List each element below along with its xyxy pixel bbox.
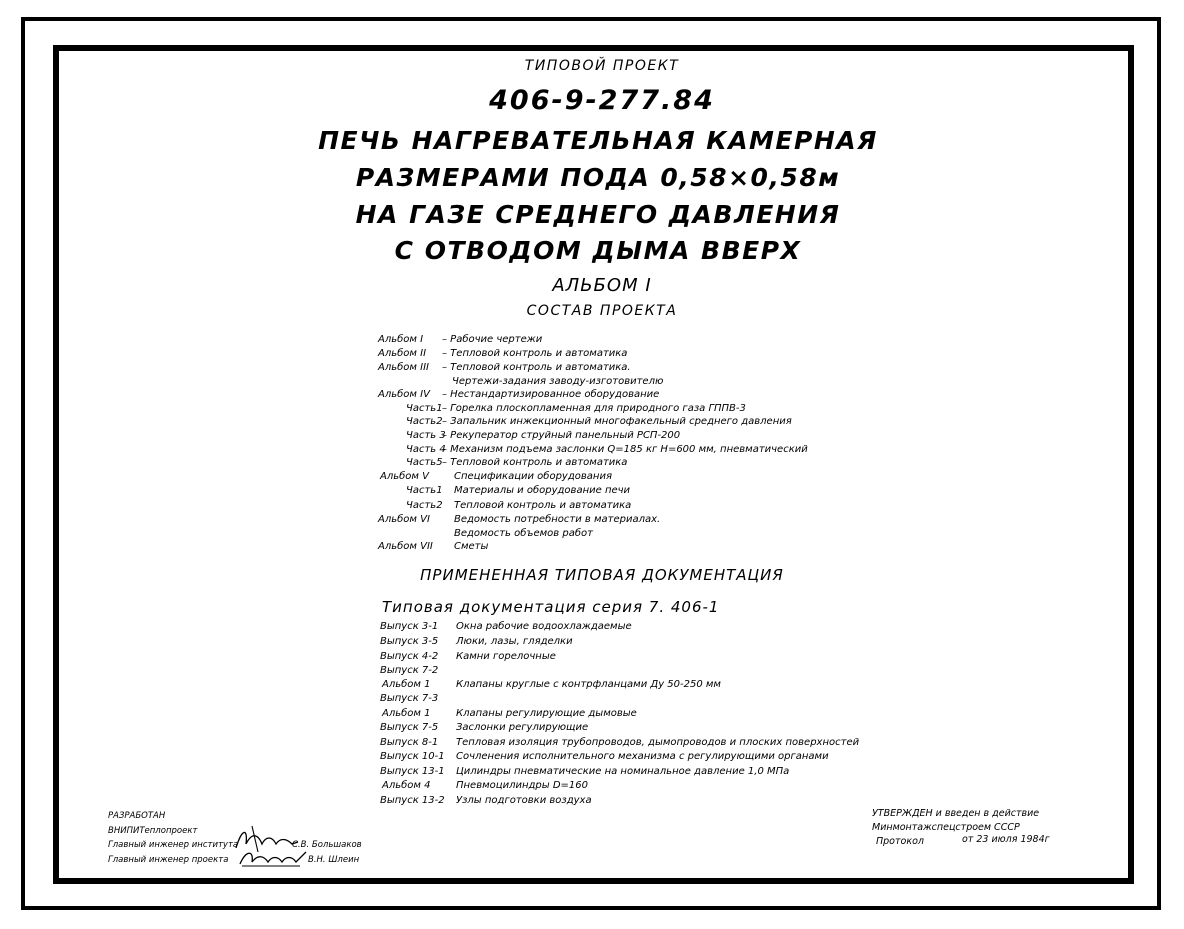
protocol-date: от 23 июля 1984г (962, 834, 1050, 845)
chief-engineer-institute-name: С.В. Большаков (292, 840, 362, 850)
approved-line-2: Минмонтажспецстроем СССР (872, 822, 1020, 833)
series-title: Типовая документация серия 7. 406-1 (382, 598, 720, 616)
project-type-label: ТИПОВОЙ ПРОЕКТ (524, 58, 680, 74)
chief-engineer-project-label: Главный инженер проекта (108, 855, 229, 865)
title-line-1: ПЕЧЬ НАГРЕВАТЕЛЬНАЯ КАМЕРНАЯ (318, 126, 878, 155)
composition-title: СОСТАВ ПРОЕКТА (526, 303, 678, 319)
album-title: АЛЬБОМ I (552, 275, 652, 296)
project-code: 406-9-277.84 (489, 85, 715, 116)
title-line-2: РАЗМЕРАМИ ПОДА 0,58×0,58м (355, 163, 841, 192)
chief-engineer-project-name: В.Н. Шлеин (308, 855, 360, 865)
title-line-3: НА ГАЗЕ СРЕДНЕГО ДАВЛЕНИЯ (355, 200, 841, 229)
applied-docs-title: ПРИМЕНЕННАЯ ТИПОВАЯ ДОКУМЕНТАЦИЯ (420, 566, 784, 584)
signature-project (236, 846, 312, 872)
title-line-4: С ОТВОДОМ ДЫМА ВВЕРХ (394, 236, 802, 265)
protocol-label: Протокол (876, 836, 924, 847)
developed-label: РАЗРАБОТАН (108, 811, 166, 821)
approved-line-1: УТВЕРЖДЕН и введен в действие (872, 808, 1040, 819)
developer-org: ВНИПИТеплопроект (108, 826, 198, 836)
chief-engineer-institute-label: Главный инженер института (108, 840, 239, 850)
